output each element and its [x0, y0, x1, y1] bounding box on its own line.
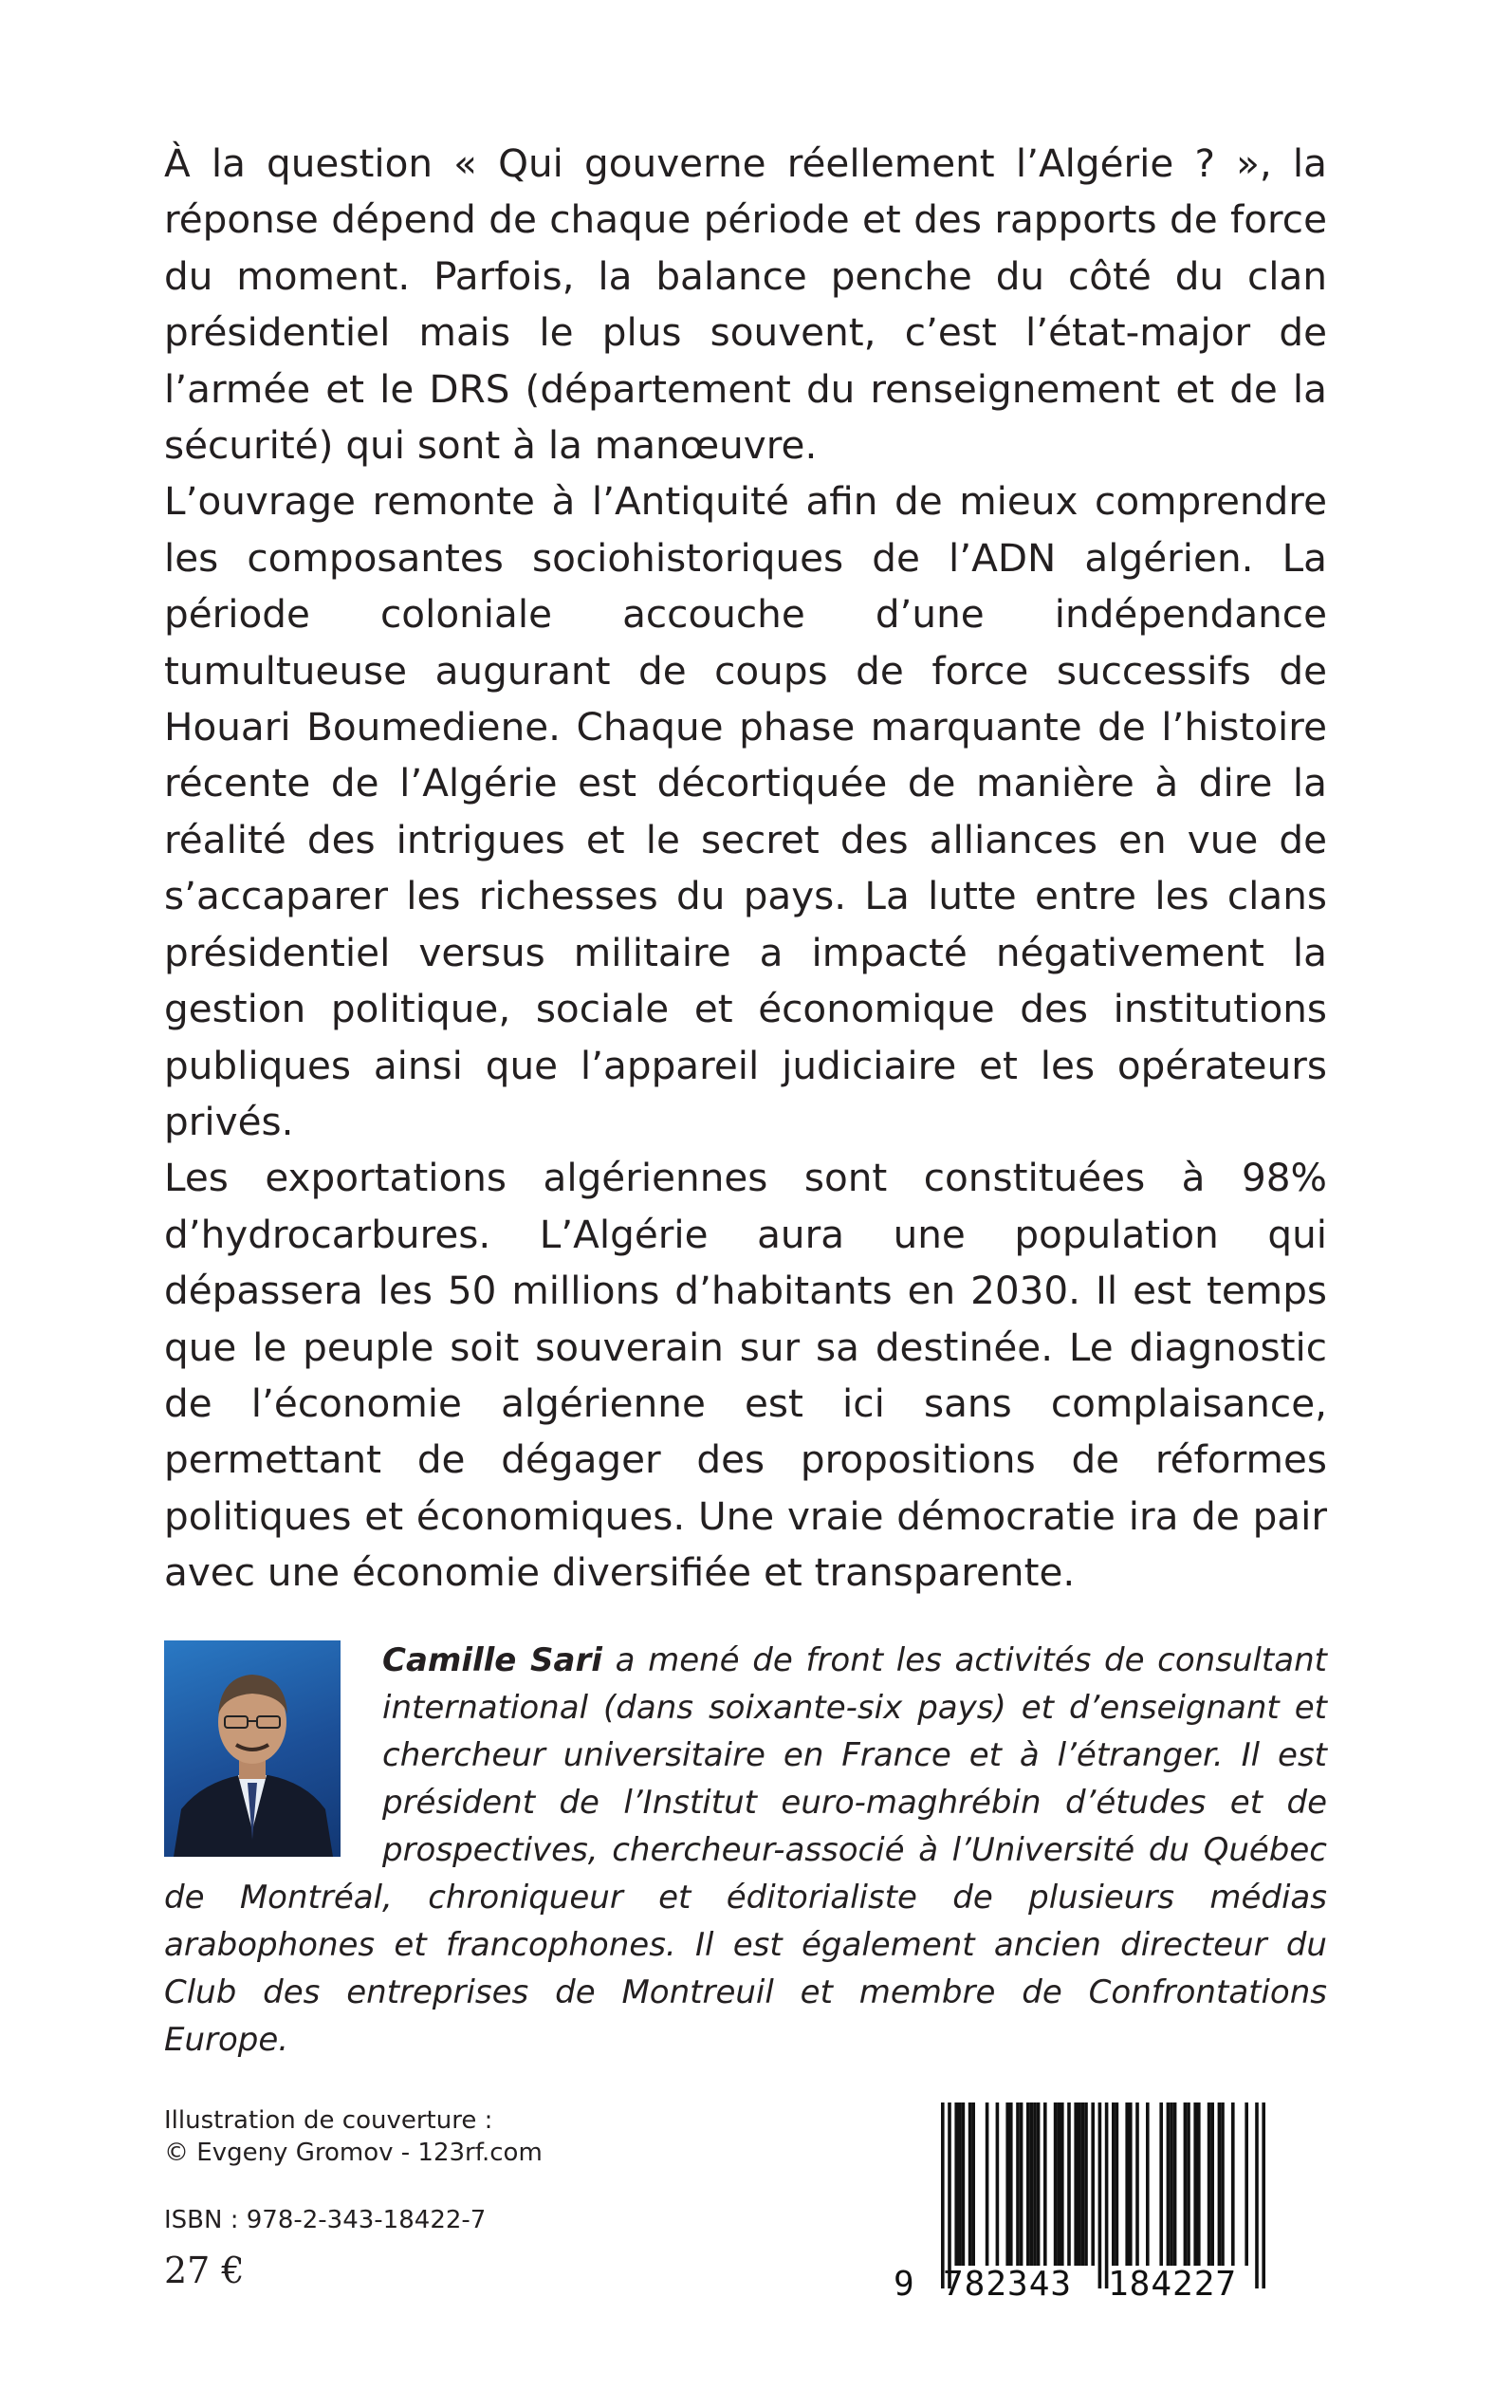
barcode-bar [1173, 2102, 1177, 2266]
barcode-bar [1116, 2102, 1119, 2266]
barcode-bar [1221, 2102, 1225, 2266]
barcode-bar [1184, 2102, 1188, 2266]
barcode-guard-bar [1105, 2102, 1109, 2288]
barcode-bar [1112, 2102, 1116, 2266]
barcode-bar [1081, 2102, 1085, 2266]
barcode-bar [1060, 2102, 1064, 2266]
barcode-guard-bar [948, 2102, 951, 2288]
author-bio [164, 1637, 1327, 2064]
barcode-bar [1231, 2102, 1235, 2266]
cover-credit-label: Illustration de couverture : [164, 2106, 493, 2135]
barcode-bar [1033, 2102, 1037, 2266]
barcode-bar [958, 2102, 962, 2266]
barcode-right-group: 184227 [1108, 2265, 1238, 2304]
barcode-bar [1091, 2102, 1095, 2266]
barcode-bar [1030, 2102, 1034, 2266]
barcode-bar [1020, 2102, 1023, 2266]
barcode-guard-bar [941, 2102, 945, 2288]
blurb-paragraph-1: À la question « Qui gouverne réellement l’Algérie ? », la réponse dépend de chaque période et des rapports de force du moment. Parfois, la balance penche du côté du clan présidentiel mais le plus souvent, c’est l’état-major de l’armée et le DRS (département du renseignement et de la sécurité) qui sont à la manœuvre. [164, 140, 1327, 469]
barcode-bar [1159, 2102, 1163, 2266]
barcode-bar [1170, 2102, 1173, 2266]
barcode-guard-bar [1255, 2102, 1259, 2288]
barcode-bar [1067, 2102, 1071, 2266]
barcode-bar [1210, 2102, 1214, 2266]
barcode-bar [1218, 2102, 1222, 2266]
barcode-bar [1167, 2102, 1171, 2266]
barcode-bar [1016, 2102, 1020, 2266]
barcode-guard-bar [1262, 2102, 1265, 2288]
barcode-bar [1074, 2102, 1078, 2266]
barcode-bar [1135, 2102, 1139, 2266]
back-cover-blurb [164, 136, 1327, 1602]
barcode-bar [1208, 2102, 1211, 2266]
barcode-bar [1245, 2102, 1248, 2266]
barcode-bar [1187, 2102, 1190, 2266]
barcode-bar [1129, 2102, 1133, 2266]
barcode-bar [1146, 2102, 1150, 2266]
barcode-digits [892, 2266, 1309, 2304]
barcode-bar [1026, 2102, 1030, 2266]
barcode-bar [1125, 2102, 1129, 2266]
author-bio-text: a mené de front les activités de consultant international (dans soixante-six pays) et d’enseignant et chercheur universitaire en France et à l’étranger. Il est président de l’Institut euro-maghrébin d’études et de prospectives, chercheur-associé à l’Université du Québec de Montréal, chroniqueur et éditorialiste de plusieurs médias arabophones et francophones. Il est également ancien directeur du Club des entreprises de Montreuil et membre de Confrontations Europe. [164, 1641, 1327, 2059]
barcode-guard-bar [1098, 2102, 1102, 2288]
blurb-paragraph-2: L’ouvrage remonte à l’Antiquité afin de mieux comprendre les composantes sociohistoriques de l’ADN algérien. La période coloniale accouche d’une indépendance tumultueuse augurant de coups de force successifs de Houari Boumediene. Chaque phase marquante de l’histoire récente de l’Algérie est décortiquée de manière à dire la réalité des intrigues et le secret des alliances en vue de s’accaparer les richesses du pays. La lutte entre les clans présidentiel versus militaire a impacté négativement la gestion politique, sociale et économique des institutions publiques ainsi que l’appareil judiciaire et les opérateurs privés. [164, 478, 1327, 1144]
barcode-bar [1037, 2102, 1041, 2266]
barcode-bar [996, 2102, 1000, 2266]
barcode-bar [1197, 2102, 1201, 2266]
barcode-bar [1009, 2102, 1013, 2266]
cover-credit [164, 2104, 543, 2169]
blurb-paragraph-3: Les exportations algériennes sont constituées à 98% d’hydrocarbures. L’Algérie aura une population qui dépassera les 50 millions d’habitants en 2030. Il est temps que le peuple soit souverain sur sa destinée. Le diagnostic de l’économie algérienne est ici sans complaisance, permettant de dégager des propositions de réformes politiques et économiques. Une vraie démocratie ira de pair avec une économie diversifiée et transparente. [164, 1155, 1327, 1596]
barcode-bar [1005, 2102, 1009, 2266]
isbn: ISBN : 978-2-343-18422-7 [164, 2206, 487, 2234]
barcode-left-group: 782343 [943, 2265, 1073, 2304]
author-portrait-icon [164, 1640, 341, 1857]
author-photo [164, 1640, 341, 1857]
barcode-first-digit: 9 [894, 2265, 914, 2304]
barcode-bar [1084, 2102, 1088, 2266]
barcode-bar [1043, 2102, 1047, 2266]
barcode-bar [954, 2102, 958, 2266]
cover-credit-source: © Evgeny Gromov - 123rf.com [164, 2139, 543, 2167]
barcode-bar [1057, 2102, 1060, 2266]
barcode-bar [962, 2102, 966, 2266]
barcode-bar [1193, 2102, 1197, 2266]
barcode-bar [986, 2102, 989, 2266]
barcode-bar [971, 2102, 975, 2266]
barcode-bar [1078, 2102, 1081, 2266]
barcode-bar [968, 2102, 972, 2266]
barcode-bar [1054, 2102, 1058, 2266]
price: 27 € [164, 2250, 245, 2291]
isbn-barcode [892, 2102, 1309, 2304]
author-name: Camille Sari [382, 1641, 602, 1679]
